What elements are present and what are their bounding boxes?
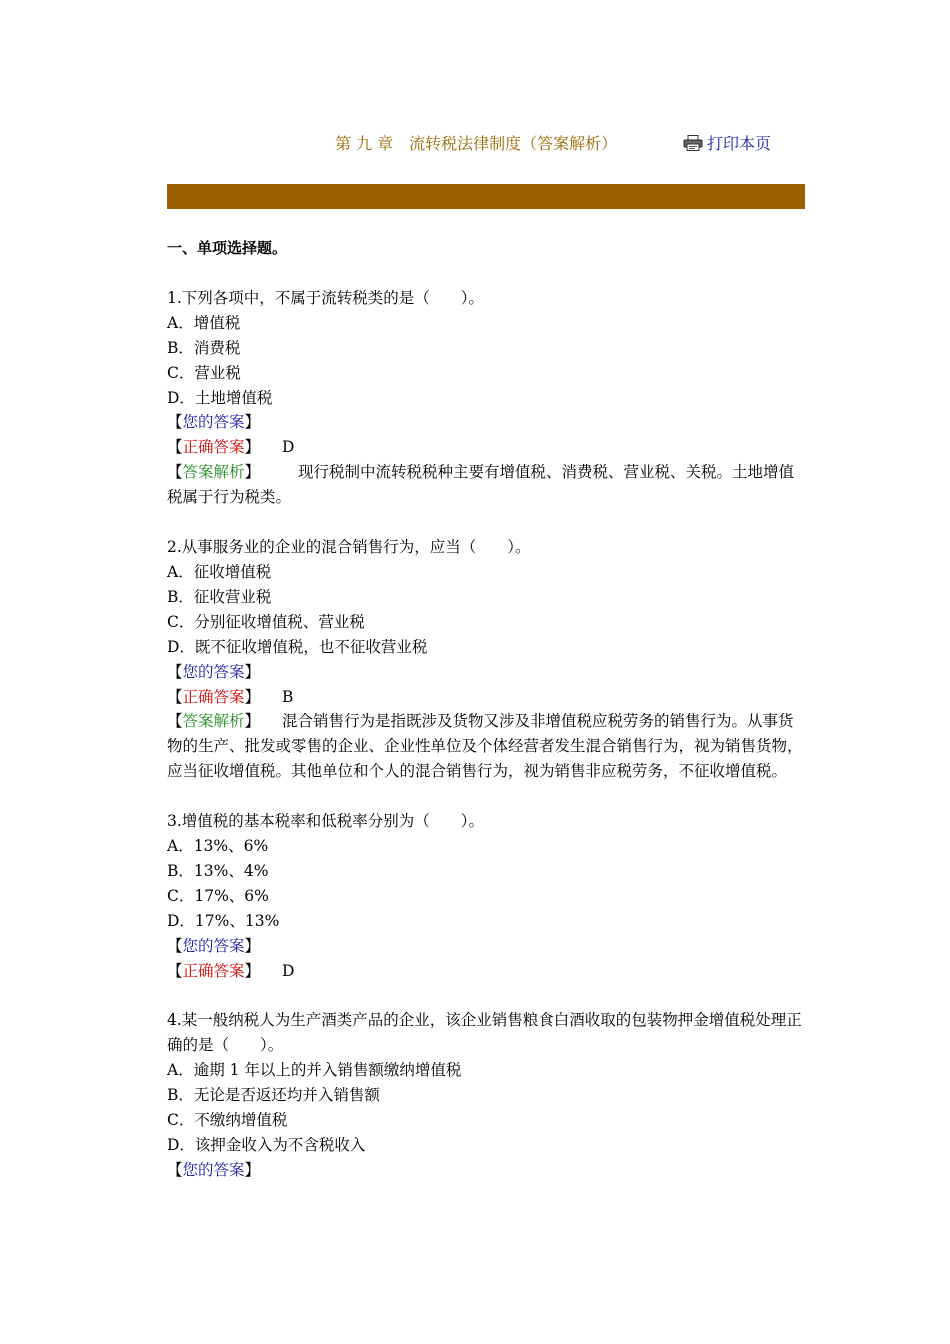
analysis-label: 答案解析: [182, 712, 245, 731]
correct-answer-label: 正确答案: [182, 438, 245, 457]
header-bar: [167, 184, 805, 209]
print-page-link[interactable]: [683, 131, 771, 154]
question-2: [167, 535, 805, 784]
your-answer-row: 【您的答案】: [167, 662, 261, 681]
option-a: A．13%、6%: [167, 837, 269, 856]
correct-answer-value: D: [282, 438, 295, 457]
correct-answer-value: B: [282, 687, 294, 706]
title-row: [167, 131, 805, 155]
correct-answer-row: 【正确答案】 D: [167, 961, 295, 980]
question-stem: 1.下列各项中，不属于流转税类的是（ ）。: [167, 288, 485, 307]
option-c: C．17%、6%: [167, 886, 269, 905]
option-c: C．分别征收增值税、营业税: [167, 612, 365, 631]
correct-answer-row: 【正确答案】 D: [167, 438, 295, 457]
your-answer-row: 【您的答案】: [167, 1160, 261, 1179]
your-answer-row: 【您的答案】: [167, 936, 261, 955]
option-b: B．13%、4%: [167, 861, 269, 880]
option-a: A．增值税: [167, 313, 241, 332]
correct-answer-row: 【正确答案】 B: [167, 687, 294, 706]
question-1: [167, 286, 805, 510]
option-b: B．征收营业税: [167, 587, 272, 606]
question-3: [167, 809, 805, 983]
question-stem: 2.从事服务业的企业的混合销售行为，应当（ ）。: [167, 538, 531, 557]
content: [167, 236, 805, 1208]
correct-answer-label: 正确答案: [182, 961, 245, 980]
option-d: D．该押金收入为不含税收入: [167, 1136, 366, 1154]
your-answer-row: 【您的答案】: [167, 413, 261, 432]
option-b: B．消费税: [167, 338, 241, 357]
analysis-label: 答案解析: [182, 463, 245, 482]
option-a: A．逾期 1 年以上的并入销售额缴纳增值税: [167, 1061, 462, 1080]
correct-answer-value: D: [282, 961, 295, 980]
your-answer-label: 您的答案: [182, 1160, 245, 1179]
your-answer-label: 您的答案: [182, 413, 245, 432]
analysis-text: 混合销售行为是指既涉及货物又涉及非增值税应税劳务的销售行为。从事货物的生产、批发或零售的企业、企业性单位及个体经营者发生混合销售行为，视为销售货物，应当征收增值税。其他单位和个人的混合销售行为，视为销售非应税劳务，不征收增值税。: [167, 712, 803, 781]
question-4: [167, 1008, 805, 1182]
option-d: D．土地增值税: [167, 388, 273, 407]
page-title: 第 九 章 流转税法律制度（答案解析）: [335, 134, 618, 153]
option-a: A．征收增值税: [167, 562, 272, 581]
printer-icon: [683, 135, 703, 151]
section-heading: 一、单项选择题。: [167, 239, 288, 257]
analysis-text: 现行税制中流转税税种主要有增值税、消费税、营业税、关税。土地增值税属于行为税类。: [167, 463, 795, 507]
question-stem: 4.某一般纳税人为生产酒类产品的企业，该企业销售粮食白酒收取的包装物押金增值税处理正确的是（ ）。: [167, 1011, 802, 1055]
option-b: B．无论是否返还均并入销售额: [167, 1086, 380, 1105]
analysis-row: 【答案解析】 混合销售行为是指既涉及货物又涉及非增值税应税劳务的销售行为。从事货物的生产、批发或零售的企业、企业性单位及个体经营者发生混合销售行为，视为销售货物，应当征收增值税。其他单位和个人的混合销售行为，视为销售非应税劳务，不征收增值税。: [167, 712, 803, 781]
your-answer-label: 您的答案: [182, 662, 245, 681]
option-c: C．不缴纳增值税: [167, 1111, 288, 1130]
analysis-row: 【答案解析】 现行税制中流转税税种主要有增值税、消费税、营业税、关税。土地增值税属于行为税类。: [167, 463, 795, 507]
your-answer-label: 您的答案: [182, 936, 245, 955]
question-stem: 3.增值税的基本税率和低税率分别为（ ）。: [167, 812, 485, 831]
correct-answer-label: 正确答案: [182, 687, 245, 706]
option-d: D．既不征收增值税，也不征收营业税: [167, 637, 428, 656]
option-c: C．营业税: [167, 363, 241, 382]
option-d: D．17%、13%: [167, 911, 280, 930]
print-label: 打印本页: [707, 134, 772, 153]
